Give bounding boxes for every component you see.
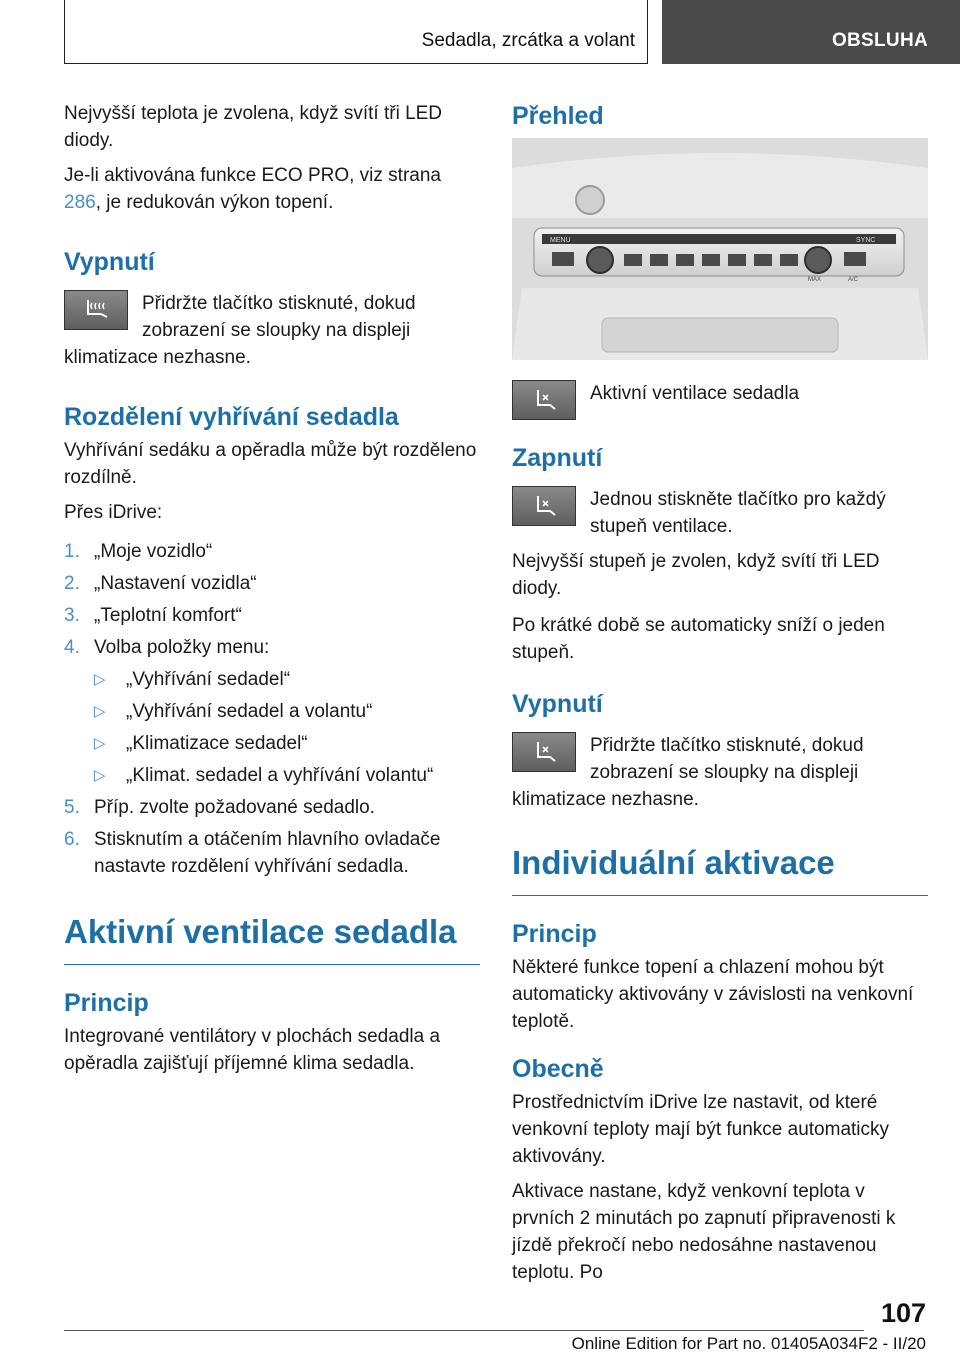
paragraph: Nejvyšší stupeň je zvolen, když svítí tři LED diody. [512,551,880,599]
header-section-box [64,0,648,64]
paragraph: Aktivace nastane, když venkovní teplota v prvních 2 minutách po zapnutí připravenosti k jízdě překročí nebo nedosáhne nastavenou teplotu. Po [512,1181,896,1283]
heading-princip-right: Princip [512,920,597,948]
page-link[interactable]: 286 [64,192,96,213]
sub-item-text: „Klimatizace sedadel“ [126,733,308,754]
step-number: 5. [64,797,80,818]
triangle-bullet-icon: ▷ [94,735,106,752]
sub-list-item [94,698,480,725]
edition-text: Online Edition for Part no. 01405A034F2 - II/20 [571,1334,926,1353]
page-number: 107 [880,1298,926,1328]
sub-list-item [94,666,480,693]
step-number: 4. [64,637,80,658]
heading-rozdeleni: Rozdělení vyhřívání sedadla [64,403,399,431]
steps-list [64,538,480,880]
triangle-bullet-icon: ▷ [94,671,106,688]
header-chapter-box [662,0,960,64]
paragraph-eco-pro [64,162,480,216]
step-number: 6. [64,829,80,850]
seat-heating-button-icon [64,290,128,330]
right-column [512,100,928,1294]
text: , je redukován výkon topení. [95,192,334,213]
paragraph: Některé funkce topení a chlazení mohou být automaticky aktivovány v závislosti na venkovní teplotě. [512,957,914,1032]
left-column [64,100,480,1085]
step-text: „Moje vozidlo“ [94,541,213,562]
paragraph: Nejvyšší teplota je zvolena, když svítí tři LED diody. [64,103,443,151]
paragraph: Vyhřívání sedáku a opěradla může být rozděleno rozdílně. [64,440,477,488]
header-section-title: Sedadla, zrcátka a volant [421,30,635,51]
list-item [64,826,480,880]
list-item [64,794,480,821]
paragraph: Prostřednictvím iDrive lze nastavit, od které venkovní teploty mají být funkce automaticky aktivovány. [512,1092,890,1167]
list-item [64,634,480,789]
paragraph: Přidržte tlačítko stisknuté, dokud zobrazení se sloupky na displeji klimatizace nezhasne. [64,293,416,368]
paragraph: Po krátké době se automaticky sníží o jeden stupeň. [512,615,885,663]
step-text: „Nastavení vozidla“ [94,573,257,594]
icon-paragraph [512,486,928,540]
climate-control-panel-image [512,138,928,360]
menu-options-list [94,666,480,789]
step-text: Volba položky menu: [94,637,270,658]
seat-ventilation-button-icon [512,732,576,772]
step-number: 2. [64,573,80,594]
seat-ventilation-button-icon [512,380,576,420]
list-item [64,570,480,597]
heading-vypnuti-right: Vypnutí [512,690,603,718]
heading-obecne: Obecně [512,1055,604,1083]
icon-paragraph [64,290,480,371]
heading-vypnuti: Vypnutí [64,248,155,276]
header-chapter-title: OBSLUHA [831,30,928,51]
triangle-bullet-icon: ▷ [94,703,106,720]
paragraph: Integrované ventilátory v plochách sedadla a opěradla zajišťují příjemné klima sedadla. [64,1026,441,1074]
sub-list-item [94,730,480,757]
sub-item-text: „Vyhřívání sedadel“ [126,669,291,690]
step-number: 1. [64,541,80,562]
list-item [64,538,480,565]
paragraph: Jednou stiskněte tlačítko pro každý stupeň ventilace. [590,489,886,537]
step-number: 3. [64,605,80,626]
sub-item-text: „Vyhřívání sedadel a volantu“ [126,701,373,722]
paragraph: Přidržte tlačítko stisknuté, dokud zobrazení se sloupky na displeji klimatizace nezhasne. [512,735,864,810]
step-text: Příp. zvolte požadované sedadlo. [94,797,375,818]
sub-list-item [94,762,480,789]
triangle-bullet-icon: ▷ [94,767,106,784]
icon-label-row [512,380,928,424]
text: Je-li aktivována funkce ECO PRO, viz strana [64,165,441,186]
heading-zapnuti: Zapnutí [512,444,603,472]
heading-individualni-aktivace: Individuální aktivace [512,841,928,896]
step-text: Stisknutím a otáčením hlavního ovladače nastavte rozdělení vyhřívání sedadla. [94,829,441,877]
icon-caption: Aktivní ventilace sedadla [590,383,800,404]
panel-menu-label: MENU [550,237,571,244]
seat-ventilation-button-icon [512,486,576,526]
list-item [64,602,480,629]
footer-divider [64,1330,864,1331]
sub-item-text: „Klimat. sedadel a vyhřívání volantu“ [126,765,434,786]
panel-sync-label: SYNC [856,237,876,244]
paragraph: Přes iDrive: [64,502,163,523]
panel-ac-label: A/C [848,277,859,283]
panel-max-label: MAX [808,277,822,283]
heading-prehled: Přehled [512,102,604,130]
icon-paragraph [512,732,928,813]
heading-aktivni-ventilace: Aktivní ventilace sedadla [64,910,480,965]
heading-princip: Princip [64,989,149,1017]
step-text: „Teplotní komfort“ [94,605,242,626]
